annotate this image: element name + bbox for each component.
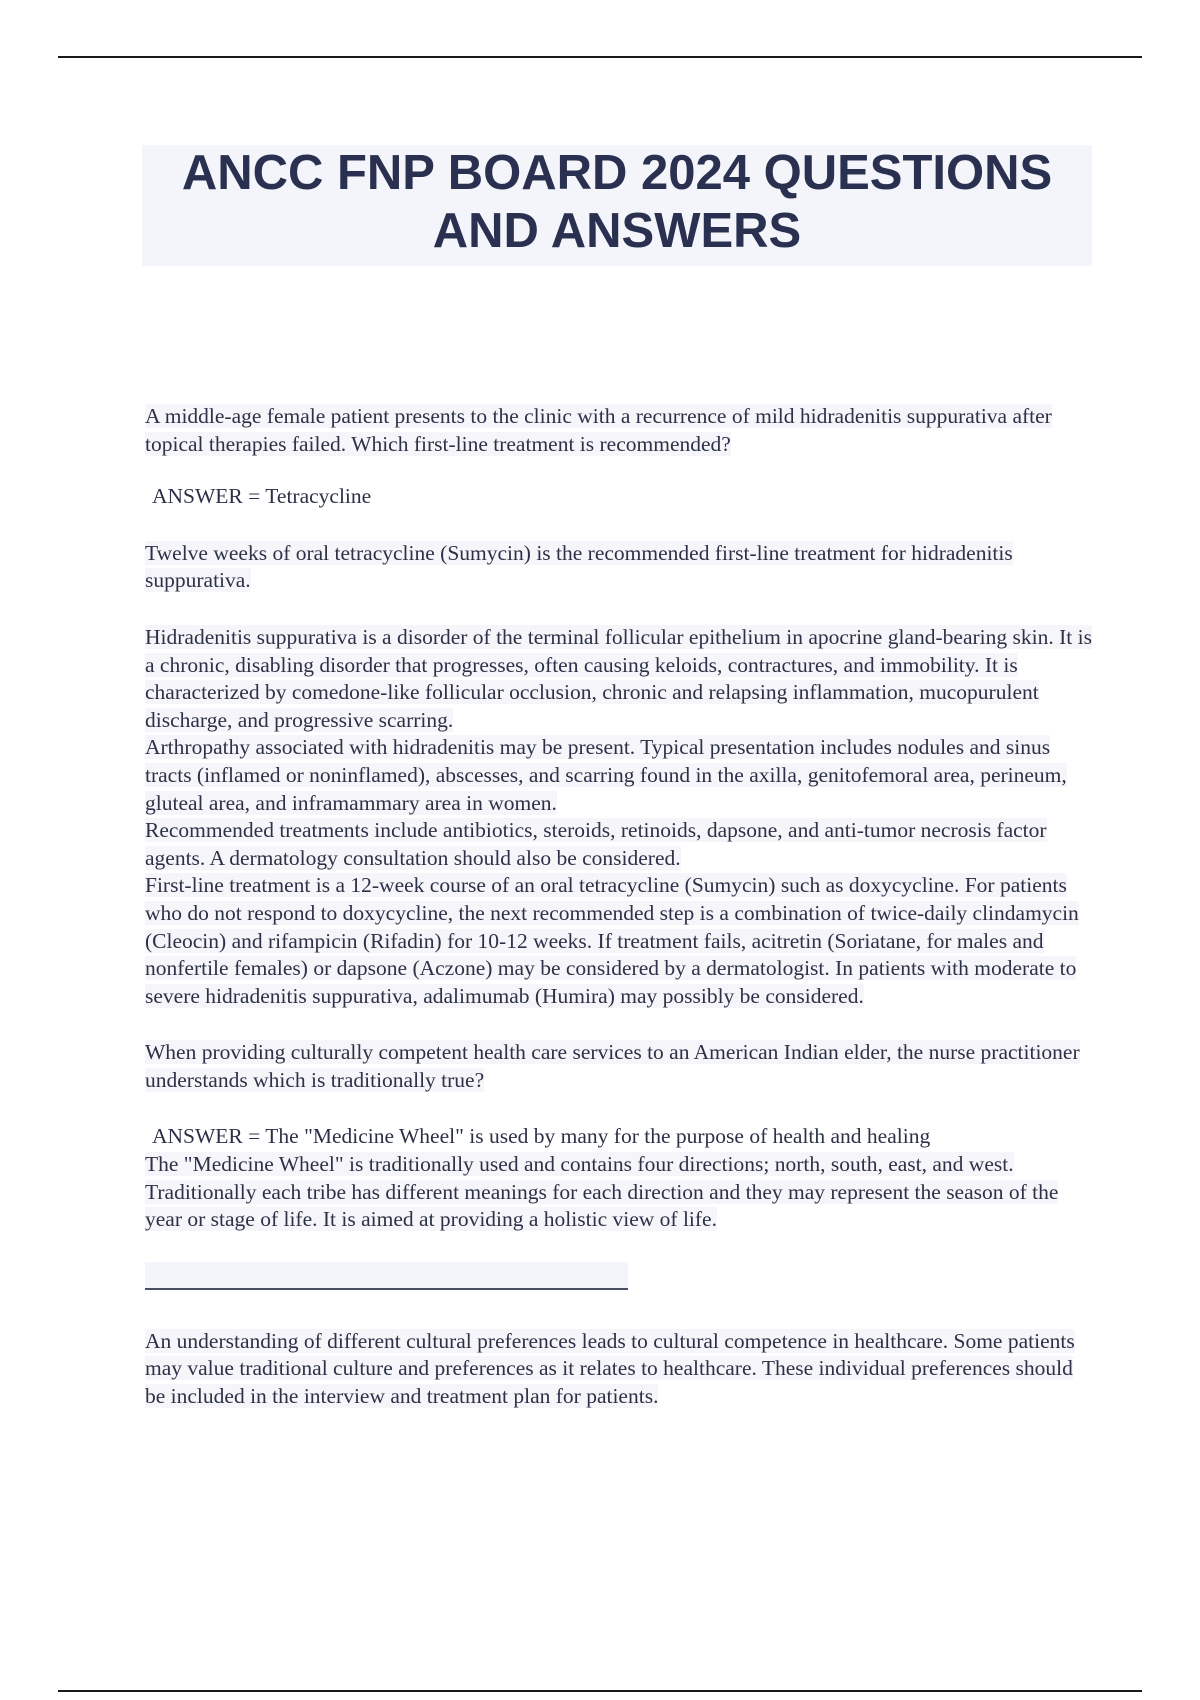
document-body <box>145 403 1095 1411</box>
answer-1 <box>145 483 1095 511</box>
explanation-1-paragraph: Recommended treatments include antibiotics, steroids, retinoids, dapsone, and anti-tumor necrosis factor agents. A dermatology consultation should also be considered. <box>145 818 1047 870</box>
question-1 <box>145 403 1095 458</box>
answer-2 <box>145 1123 1095 1151</box>
question-2-text: When providing culturally competent health care services to an American Indian elder, the nurse practitioner understands which is traditionally true? <box>145 1040 1080 1092</box>
explanation-1-paragraph: First-line treatment is a 12-week course of an oral tetracycline (Sumycin) such as doxycycline. For patients who do not respond to doxycycline, the next recommended step is a combination of twice-daily clindamycin (Cleocin) and rifampicin (Rifadin) for 10-12 weeks. If treatment fails, acitretin (Soriatane, for males and nonfertile females) or dapsone (Aczone) may be considered by a dermatologist. In patients with moderate to severe hidradenitis suppurativa, adalimumab (Humira) may possibly be considered. <box>145 873 1079 1008</box>
bottom-rule <box>58 1690 1142 1692</box>
section-separator <box>145 1262 628 1290</box>
document-title: ANCC FNP BOARD 2024 QUESTIONS AND ANSWERS <box>181 146 1053 258</box>
answer-2-text: ANSWER = The "Medicine Wheel" is used by many for the purpose of health and healing <box>152 1124 931 1149</box>
explanation-1-paragraph: Hidradenitis suppurativa is a disorder of the terminal follicular epithelium in apocrine gland-bearing skin. It is a chronic, disabling disorder that progresses, often causing keloids, contractures, and immobility. It is characterized by comedone-like follicular occlusion, chronic and relapsing inflammation, mucopurulent discharge, and progressive scarring. <box>145 624 1092 732</box>
question-2 <box>145 1039 1095 1094</box>
answer-1-summary: Twelve weeks of oral tetracycline (Sumycin) is the recommended first-line treatment for hidradenitis suppurativa. <box>145 540 1013 593</box>
top-rule <box>58 56 1142 58</box>
answer-1-text: ANSWER = Tetracycline <box>152 484 372 509</box>
explanation-1-paragraph: Arthropathy associated with hidradenitis may be present. Typical presentation includes nodules and sinus tracts (inflamed or noninflamed), abscesses, and scarring found in the axilla, genitofemoral area, perineum, gluteal area, and inframammary area in women. <box>145 735 1067 815</box>
footnote: An understanding of different cultural preferences leads to cultural competence in healthcare. Some patients may value traditional culture and preferences as it relates to healthcare. These individual preferences should be included in the interview and treatment plan for patients. <box>145 1328 1075 1409</box>
question-1-text: A middle-age female patient presents to the clinic with a recurrence of mild hidradenitis suppurativa after topical therapies failed. Which first-line treatment is recommended? <box>145 404 1052 456</box>
explanation-2: The "Medicine Wheel" is traditionally used and contains four directions; north, south, east, and west. Traditionally each tribe has different meanings for each direction and they may represent the season of the year or stage of life. It is aimed at providing a holistic view of life. <box>145 1152 1059 1232</box>
